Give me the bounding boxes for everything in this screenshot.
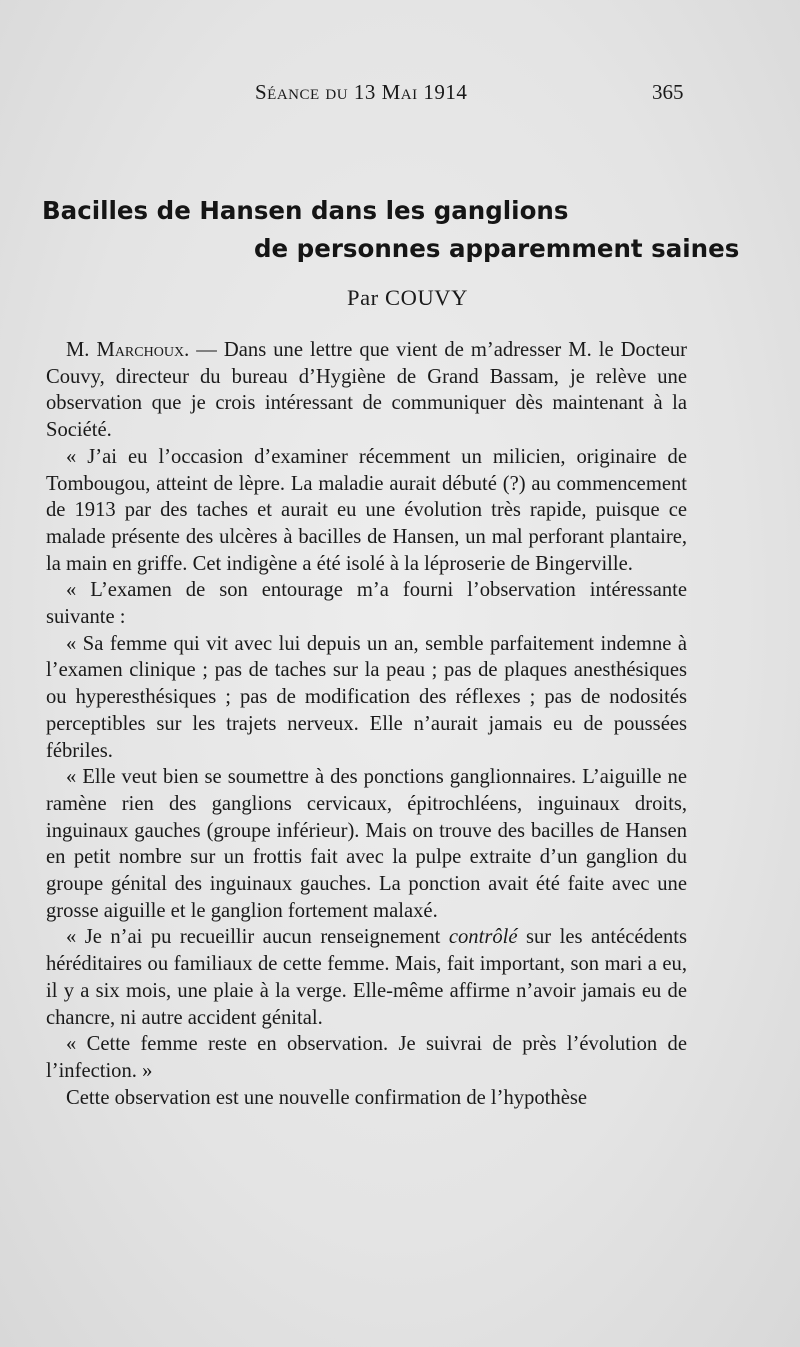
speaker-prefix: M. bbox=[66, 339, 97, 361]
paragraph-1-text: . — Dans une lettre que vient de m’adresser M. le Docteur Couvy, directeur du bureau d’Hygiène de Grand Bassam, je relève une observation que je crois intéressant de communiquer dès maintenant à la Société. bbox=[46, 339, 688, 442]
page-number: 365 bbox=[652, 80, 684, 104]
article-title-line-2: de personnes apparemment saines bbox=[254, 234, 740, 263]
running-head-prefix: Séance du bbox=[255, 80, 354, 104]
article-title bbox=[42, 192, 740, 268]
running-head-month: Mai bbox=[375, 80, 424, 104]
paragraph-4: « Sa femme qui vit avec lui depuis un an, semble parfaitement indemne à l’examen clinique ; pas de taches sur la peau ; pas de plaques anesthésiques ou hyperesthésiques ; pas de modification des réflexes ; pas de nodosités perceptibles sur les trajets nerveux. Elle n’aurait jamais eu de poussées fébriles. bbox=[46, 632, 687, 762]
paragraph-3: « L’examen de son entourage m’a fourni l’observation intéressante suivante : bbox=[46, 579, 687, 629]
paragraph-6-text-after: sur les antécédents héréditaires ou familiaux de cette femme. Mais, fait important, son mari a eu, il y a six mois, une plaie à la verge. Elle-même affirme n’avoir jamais eu de chancre, ni autre accident génital. bbox=[46, 926, 687, 1029]
article-body bbox=[46, 337, 687, 1111]
paragraph-7: « Cette femme reste en observation. Je suivrai de près l’évolution de l’infection. » bbox=[46, 1033, 687, 1082]
paragraph-6 bbox=[46, 924, 687, 1031]
paragraph-2: « J’ai eu l’occasion d’examiner récemment un milicien, originaire de Tombougou, atteint de lèpre. La maladie aurait débuté (?) au commencement de 1913 par des taches et aurait eu une évolution très rapide, puisque ce malade présente des ulcères à bacilles de Hansen, un mal perforant plantaire, la main en griffe. Cet indigène a été isolé à la léproserie de Bingerville. bbox=[46, 445, 687, 575]
running-head-day: 13 bbox=[353, 80, 376, 104]
emphasized-word: contrôlé bbox=[448, 926, 518, 949]
paragraph-6-text-before: « Je n’ai pu recueillir aucun renseignement bbox=[66, 926, 449, 949]
running-head bbox=[255, 80, 467, 105]
article-title-line-1: Bacilles de Hansen dans les ganglions bbox=[42, 196, 569, 225]
paragraph-8: Cette observation est une nouvelle confirmation de l’hypothèse bbox=[66, 1086, 587, 1109]
speaker-name: Marchoux bbox=[96, 339, 185, 361]
running-head-year: 1914 bbox=[423, 80, 468, 104]
paragraph-1 bbox=[46, 337, 687, 444]
byline: Par COUVY bbox=[346, 285, 469, 310]
paragraph-5: « Elle veut bien se soumettre à des ponctions ganglionnaires. L’aiguille ne ramène rien des ganglions cervicaux, épitrochléens, inguinaux droits, inguinaux gauches (groupe inférieur). Mais on trouve des bacilles de Hansen en petit nombre sur un frottis fait avec la pulpe extraite d’un ganglion du groupe génital des inguinaux gauches. La ponction avait été faite avec une grosse aiguille et le ganglion fortement malaxé. bbox=[46, 766, 687, 922]
